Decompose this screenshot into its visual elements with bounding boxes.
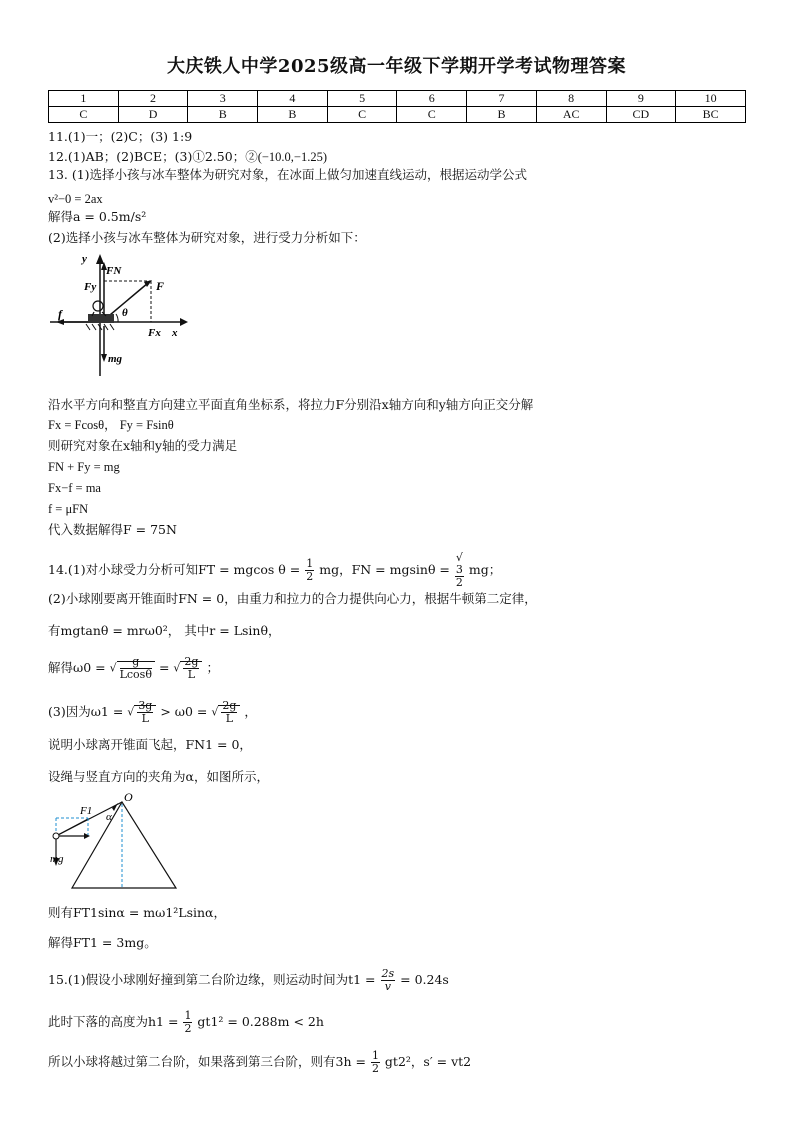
answer-table	[48, 90, 746, 123]
q11-answer: 11.(1)一；(2)C；(3) 1:9	[48, 129, 193, 144]
answer-cell: C	[49, 107, 119, 123]
q14-line-1: 14.(1)对小球受力分析可知FT = mgcos θ = $\frac{1}{2}$ mg，FN = mgsinθ = √ 3 2 mg；	[48, 551, 502, 589]
label-y: y	[82, 253, 87, 265]
label-x: x	[172, 327, 178, 339]
q14-line-2: (2)小球刚要离开锥面时FN = 0，由重力和拉力的合力提供向心力，根据牛顿第二定律，	[48, 591, 537, 606]
q14-line-6: 说明小球离开锥面飞起，FN1 = 0，	[48, 737, 252, 752]
answer-cell: B	[258, 107, 328, 123]
q13-line-11: 代入数据解得F = 75N	[48, 522, 177, 537]
force-diagram-sled	[48, 250, 188, 380]
label-o: O	[124, 790, 133, 804]
question-number-cell: 9	[606, 91, 676, 107]
label-fn: FN	[106, 265, 122, 277]
label-mg-cone: mg	[50, 853, 64, 865]
question-number-cell: 2	[118, 91, 188, 107]
q13-line-1: 13. (1)选择小孩与冰车整体为研究对象，在冰面上做匀加速直线运动，根据运动学公式	[48, 167, 528, 182]
q15-line-1: 15.(1)假设小球刚好撞到第二台阶边缘，则运动时间为t1 = $\frac{2s}{v}$ = 0.24s	[48, 967, 449, 993]
q13-line-10: f = μFN	[48, 502, 89, 516]
q14-line-4: 解得ω0 = √ $\frac{g}{Lcos\theta}$ = √ $\frac{2g}{L}$ ；	[48, 655, 219, 681]
q14-line-3: 有mgtanθ = mrω0²， 其中r = Lsinθ，	[48, 623, 281, 638]
cone-diagram	[48, 790, 188, 892]
label-mg: mg	[108, 353, 123, 365]
question-number-cell: 1	[49, 91, 119, 107]
label-f: F	[156, 279, 165, 293]
label-friction: f	[58, 307, 62, 321]
q13-line-8: FN + Fy = mg	[48, 460, 120, 474]
answer-cell: C	[397, 107, 467, 123]
q13-line-2: v²−0 = 2ax	[48, 192, 103, 206]
label-alpha: α	[106, 811, 112, 823]
question-number-cell: 10	[676, 91, 746, 107]
answer-cell: CD	[606, 107, 676, 123]
q13-line-7: 则研究对象在x轴和y轴的受力满足	[48, 438, 238, 453]
circled-one: ①	[192, 149, 205, 164]
answer-cell: B	[467, 107, 537, 123]
page-title: 大庆铁人中学2025级高一年级下学期开学考试物理答案	[166, 56, 627, 77]
q14-line-8: 则有FT1sinα = mω1²Lsinα，	[48, 905, 227, 920]
answer-cell: D	[118, 107, 188, 123]
answer-cell: B	[188, 107, 258, 123]
answer-cell: BC	[676, 107, 746, 123]
circled-two: ②	[245, 149, 258, 164]
q14-line-7: 设绳与竖直方向的夹角为α，如图所示，	[48, 769, 269, 784]
answer-table-number-row	[49, 91, 746, 107]
q13-line-5: 沿水平方向和整直方向建立平面直角坐标系，将拉力F分别沿x轴方向和y轴方向正交分解	[48, 397, 534, 412]
label-fx: Fx	[148, 327, 161, 339]
answer-cell: AC	[536, 107, 606, 123]
q14-line-9: 解得FT1 = 3mg。	[48, 935, 157, 950]
q13-line-3: 解得a = 0.5m/s²	[48, 209, 147, 224]
label-fy: Fy	[84, 281, 97, 293]
q12-answer: 12.(1)AB；(2)BCE；(3)①2.50；②(−10.0,−1.25)	[48, 149, 328, 164]
question-number-cell: 3	[188, 91, 258, 107]
q13-line-6: Fx = Fcosθ， Fy = Fsinθ	[48, 418, 174, 432]
question-number-cell: 6	[397, 91, 467, 107]
q15-line-2: 此时下落的高度为h1 = $\frac{1}{2}$ gt1² = 0.288m < 2h	[48, 1009, 324, 1035]
question-number-cell: 8	[536, 91, 606, 107]
question-number-cell: 4	[258, 91, 328, 107]
q13-line-9: Fx−f = ma	[48, 481, 101, 495]
answer-table-answer-row	[49, 107, 746, 123]
q13-line-4: (2)选择小孩与冰车整体为研究对象，进行受力分析如下：	[48, 230, 366, 245]
q14-line-5: (3)因为ω1 = √ $\frac{3g}{L}$ > ω0 = √ $\frac{2g}{L}$ ，	[48, 699, 257, 725]
label-theta: θ	[122, 307, 128, 319]
q15-line-3: 所以小球将越过第二台阶，如果落到第三台阶，则有3h = $\frac{1}{2}$ gt2²，s′ = vt2	[48, 1049, 472, 1075]
question-number-cell: 5	[327, 91, 397, 107]
label-f1: F1	[80, 805, 93, 817]
question-number-cell: 7	[467, 91, 537, 107]
answer-cell: C	[327, 107, 397, 123]
